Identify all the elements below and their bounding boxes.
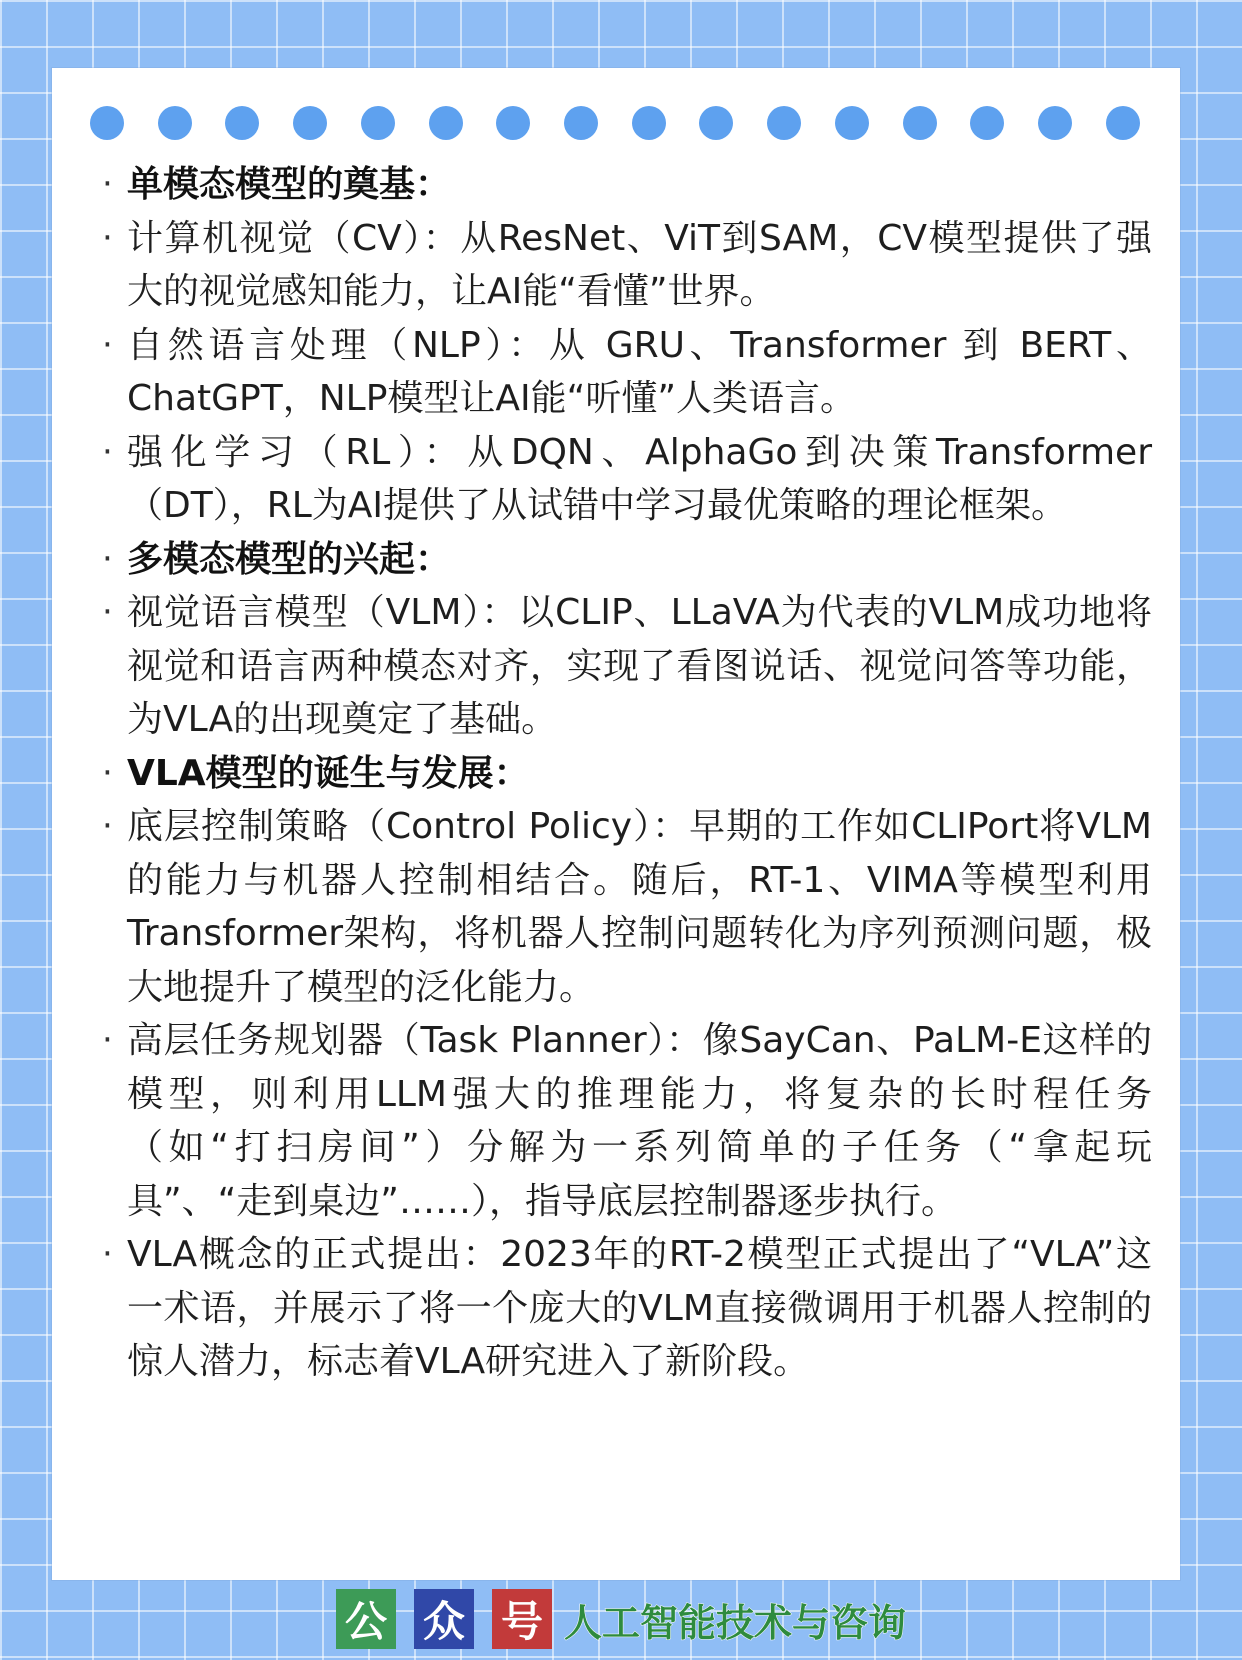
binder-dot (158, 106, 192, 140)
bullet-item-vlm: · 视觉语言模型（VLM）：以CLIP、LLaVA为代表的VLM成功地将视觉和语言两种模态对齐，实现了看图说话、视觉问答等功能，为VLA的出现奠定了基础。 (102, 586, 1152, 747)
section-heading-vla: · VLA模型的诞生与发展： (102, 747, 1152, 801)
binder-dot (225, 106, 259, 140)
bullet-item-control-policy: · 底层控制策略（Control Policy）：早期的工作如CLIPort将VLM的能力与机器人控制相结合。随后，RT-1、VIMA等模型利用Transformer架构，将机器人控制问题转化为序列预测问题，极大地提升了模型的泛化能力。 (102, 800, 1152, 1014)
badge-hao: 号 (492, 1589, 552, 1649)
binder-dot (1038, 106, 1072, 140)
binder-dot (293, 106, 327, 140)
binder-dot (970, 106, 1004, 140)
bullet-list (102, 158, 1152, 1389)
binder-dot (90, 106, 124, 140)
section-heading-single-modal: · 单模态模型的奠基： (102, 158, 1152, 212)
badge-gong: 公 (336, 1589, 396, 1649)
binder-dot (564, 106, 598, 140)
binder-dots (90, 106, 1140, 142)
bullet-item-task-planner: · 高层任务规划器（Task Planner）：像SayCan、PaLM-E这样的模型，则利用LLM强大的推理能力，将复杂的长时程任务（如“打扫房间”）分解为一系列简单的子任务（“拿起玩具”、“走到桌边”……），指导底层控制器逐步执行。 (102, 1014, 1152, 1228)
binder-dot (699, 106, 733, 140)
binder-dot (361, 106, 395, 140)
bullet-item-vla-concept: · VLA概念的正式提出：2023年的RT-2模型正式提出了“VLA”这一术语，并展示了将一个庞大的VLM直接微调用于机器人控制的惊人潜力，标志着VLA研究进入了新阶段。 (102, 1228, 1152, 1389)
binder-dot (429, 106, 463, 140)
section-heading-multimodal: · 多模态模型的兴起： (102, 533, 1152, 587)
binder-dot (1106, 106, 1140, 140)
binder-dot (767, 106, 801, 140)
bullet-item-cv: · 计算机视觉（CV）：从ResNet、ViT到SAM，CV模型提供了强大的视觉感知能力，让AI能“看懂”世界。 (102, 212, 1152, 319)
binder-dot (903, 106, 937, 140)
bullet-item-rl: · 强化学习（RL）：从DQN、AlphaGo到决策Transformer（DT），RL为AI提供了从试错中学习最优策略的理论框架。 (102, 426, 1152, 533)
binder-dot (632, 106, 666, 140)
badge-zhong: 众 (414, 1589, 474, 1649)
content-card (52, 68, 1180, 1580)
binder-dot (496, 106, 530, 140)
footer-brand (0, 1586, 1242, 1652)
binder-dot (835, 106, 869, 140)
account-name: 人工智能技术与咨询 (563, 1600, 906, 1645)
bullet-item-nlp: · 自然语言处理（NLP）：从 GRU、Transformer 到 BERT、ChatGPT，NLP模型让AI能“听懂”人类语言。 (102, 319, 1152, 426)
